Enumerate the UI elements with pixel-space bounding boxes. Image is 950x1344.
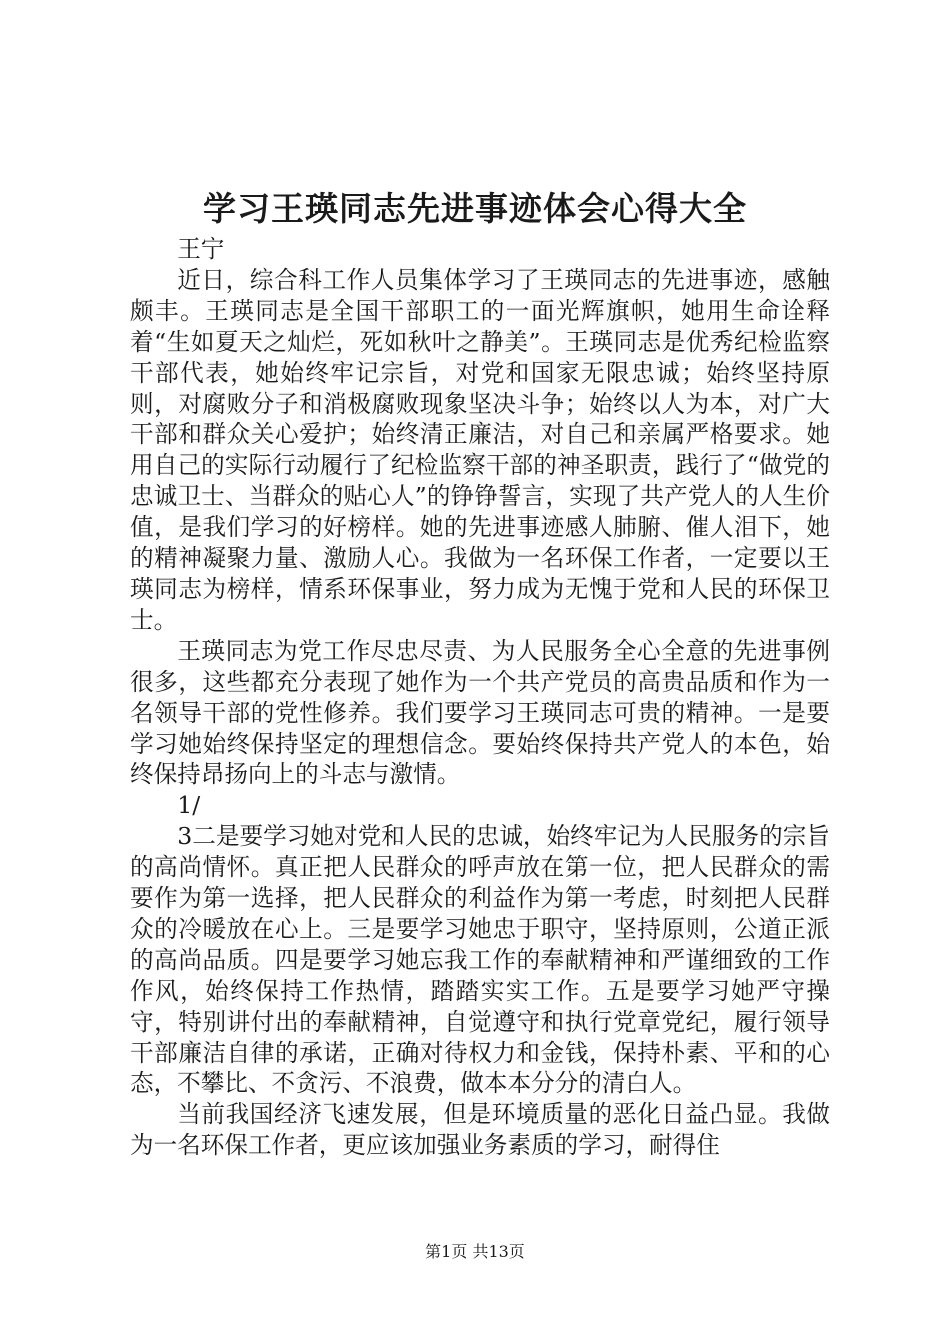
- paragraph-3: 3二是要学习她对党和人民的忠诚，始终牢记为人民服务的宗旨的高尚情怀。真正把人民群众的呼声放在第一位，把人民群众的需要作为第一选择，把人民群众的利益作为第一考虑，时刻把人民群众的冷暖放在心上。三是要学习她忠于职守，坚持原则，公道正派的高尚品质。四是要学习她忘我工作的奉献精神和严谨细致的工作作风，始终保持工作热情，踏踏实实工作。五是要学习她严守操守，特别讲付出的奉献精神，自觉遵守和执行党章党纪，履行领导干部廉洁自律的承诺，正确对待权力和金钱，保持朴素、平和的心态，不攀比、不贪污、不浪费，做本本分分的清白人。: [130, 822, 830, 1098]
- paragraph-1: 近日，综合科工作人员集体学习了王瑛同志的先进事迹，感触颇丰。王瑛同志是全国干部职工的一面光辉旗帜，她用生命诠释着“生如夏天之灿烂，死如秋叶之静美”。王瑛同志是优秀纪检监察干部代表，她始终牢记宗旨，对党和国家无限忠诚；始终坚持原则，对腐败分子和消极腐败现象坚决斗争；始终以人为本，对广大干部和群众关心爱护；始终清正廉洁，对自己和亲属严格要求。她用自己的实际行动履行了纪检监察干部的神圣职责，践行了“做党的忠诚卫士、当群众的贴心人”的铮铮誓言，实现了共产党人的人生价值，是我们学习的好榜样。她的先进事迹感人肺腑、催人泪下，她的精神凝聚力量、激励人心。我做为一名环保工作者，一定要以王瑛同志为榜样，情系环保事业，努力成为无愧于党和人民的环保卫士。: [130, 265, 830, 634]
- paragraph-2: 王瑛同志为党工作尽忠尽责、为人民服务全心全意的先进事例很多，这些都充分表现了她作为一个共产党员的高贵品质和作为一名领导干部的党性修养。我们要学习王瑛同志可贵的精神。一是要学习她始终保持坚定的理想信念。要始终保持共产党人的本色，始终保持昂扬向上的斗志与激情。: [130, 636, 830, 789]
- page-footer: 第1页 共13页: [425, 1242, 525, 1261]
- document-title: 学习王瑛同志先进事迹体会心得大全: [203, 189, 747, 228]
- document-body: [130, 234, 830, 1161]
- author-line: 王宁: [177, 235, 225, 263]
- paragraph-4: 当前我国经济飞速发展，但是环境质量的恶化日益凸显。我做为一名环保工作者，更应该加强业务素质的学习，耐得住: [130, 1100, 830, 1160]
- inline-page-marker: 1/: [177, 791, 201, 820]
